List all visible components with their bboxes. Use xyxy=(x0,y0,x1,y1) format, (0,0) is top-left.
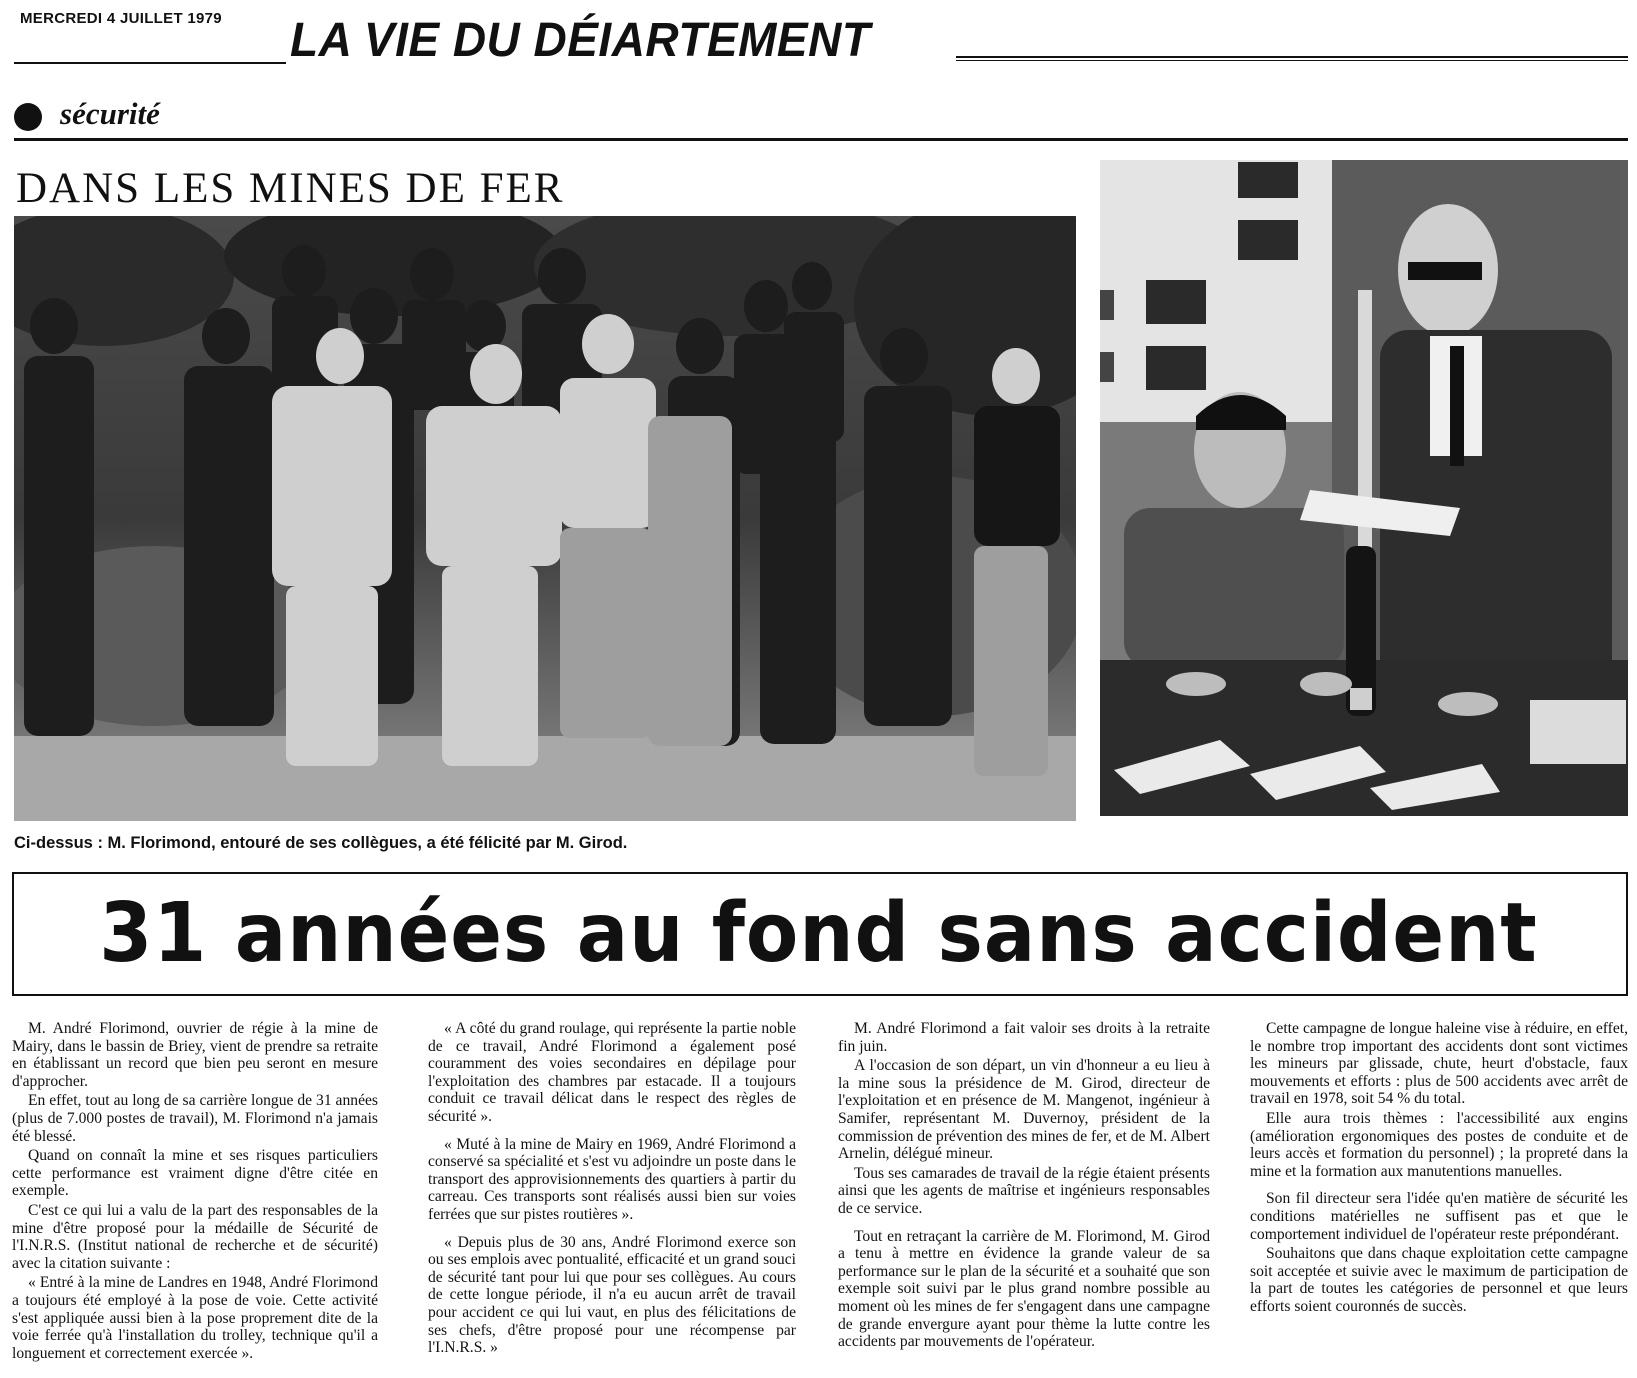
article-paragraph: Tout en retraçant la carrière de M. Florimond, M. Girod a tenu à mettre en évidence la grande valeur de sa performance sur le plan de la sécurité et a souhaité que son exemple soit suivi par le plus grand nombre possible au moment où les mines de fer s'engagent dans une campagne de grande envergure ayant pour thème la lutte contre les accidents par mouvements de l'opérateur. xyxy=(838,1227,1210,1351)
dateline: MERCREDI 4 JUILLET 1979 xyxy=(20,10,222,27)
article-paragraph: Souhaitons que dans chaque exploitation cette campagne soit acceptée et suivie avec le maximum de participation de la part de toutes les catégories de personnel et que leurs efforts soient couronnés de succès. xyxy=(1250,1245,1628,1315)
main-headline: DANS LES MINES DE FER xyxy=(16,165,565,212)
masthead-rule-left xyxy=(14,62,286,64)
article-paragraph: C'est ce qui lui a valu de la part des responsables de la mine d'être proposé pour la médaille de Sécurité de l'I.N.R.S. (Institut national de recherche et de sécurité) avec la citation suivante : xyxy=(12,1201,378,1272)
article-column-2 xyxy=(428,1020,796,1357)
article-paragraph: Elle aura trois thèmes : l'accessibilité aux engins (amélioration ergonomiques des postes de conduite et de leurs accès et formation du personnel) ; la propreté dans la mine et la formation aux manutentions manuelles. xyxy=(1250,1109,1628,1180)
article-paragraph: M. André Florimond a fait valoir ses droits à la retraite fin juin. xyxy=(838,1020,1210,1055)
group-photo-image xyxy=(14,216,1076,821)
article-paragraph: « Entré à la mine de Landres en 1948, André Florimond a toujours été employé à la pose de voie. Cette activité s'est appliquée aussi bien à la pose proprement dite de la voie ferrée qu'à l'installation du trolley, technique qu'il a longuement et correctement exercée ». xyxy=(12,1274,378,1362)
masthead-title: LA VIE DU DÉIARTEMENT xyxy=(290,11,871,67)
article-paragraph: Cette campagne de longue haleine vise à réduire, en effet, le nombre trop important des accidents dont sont victimes les mineurs par glissade, chute, heurt d'obstacle, faux mouvements et efforts : plus de 500 accidents avec arrêt de travail en 1978, soit 54 % du total. xyxy=(1250,1020,1628,1108)
photo-caption: Ci-dessus : M. Florimond, entouré de ses collègues, a été félicité par M. Girod. xyxy=(14,834,628,852)
section-rule xyxy=(14,138,1628,141)
article-paragraph: M. André Florimond, ouvrier de régie à la mine de Mairy, dans le bassin de Briey, vient de prendre sa retraite en établissant un record que bien peu seront en mesure d'approcher. xyxy=(12,1020,378,1090)
article-paragraph: Tous ses camarades de travail de la régie étaient présents ainsi que les agents de maîtrise et ingénieurs responsables de ce service. xyxy=(838,1164,1210,1217)
masthead-rule-right xyxy=(956,56,1628,58)
article-paragraph: Son fil directeur sera l'idée qu'en matière de sécurité les conditions matérielles ne suffisent pas et que le comportement individuel de l'opérateur reste prépondérant. xyxy=(1250,1190,1628,1243)
banner-headline: 31 années au fond sans accident xyxy=(99,886,1538,981)
article-column-1 xyxy=(12,1020,378,1362)
article-paragraph: En effet, tout au long de sa carrière longue de 31 années (plus de 7.000 postes de travail), M. Florimond n'a jamais été blessé. xyxy=(12,1092,378,1145)
article-paragraph: « A côté du grand roulage, qui représente la partie noble de ce travail, André Florimond a également posé couramment des voies secondaires en dépilage pour l'exploitation des chambres par estacade. Il a toujours conduit ce travail délicat dans le respect des règles de sécurité ». xyxy=(428,1020,796,1125)
article-paragraph: A l'occasion de son départ, un vin d'honneur a eu lieu à la mine sous la présidence de M. Girod, directeur de l'exploitation et en présence de M. Mangenot, ingénieur à Samifer, représentant M. Duvernoy, président de la commission de prévention des mines de fer, et de M. Albert Arnelin, délégué mineur. xyxy=(838,1057,1210,1163)
article-paragraph: Quand on connaît la mine et ses risques particuliers cette performance est vraiment digne d'être citée en exemple. xyxy=(12,1147,378,1200)
section-bullet-icon xyxy=(14,103,42,131)
group-photo xyxy=(14,216,1076,821)
section-label: sécurité xyxy=(60,96,160,131)
article-column-4 xyxy=(1250,1020,1628,1316)
ceremony-photo-image xyxy=(1100,160,1628,816)
article-paragraph: « Muté à la mine de Mairy en 1969, André Florimond a conservé sa spécialité et s'est vu adjoindre un poste dans le transport des approvisionnements des quartiers à partir du carreau. Ces transports sont réalisés aussi bien sur voies ferrées que sur pistes routières ». xyxy=(428,1135,796,1223)
article-paragraph: « Depuis plus de 30 ans, André Florimond exerce son ou ses emplois avec pontualité, efficacité et un grand souci de sécurité tant pour lui que pour ses collègues. Au cours de cette longue période, il n'a eu aucun arrêt de travail pour accident ce qui lui vaut, en plus des félicitations de ses chefs, d'être proposé pour une récompense par l'I.N.R.S. » xyxy=(428,1233,796,1357)
article-column-3 xyxy=(838,1020,1210,1351)
masthead-rule-thin xyxy=(956,60,1628,61)
ceremony-photo xyxy=(1100,160,1628,816)
